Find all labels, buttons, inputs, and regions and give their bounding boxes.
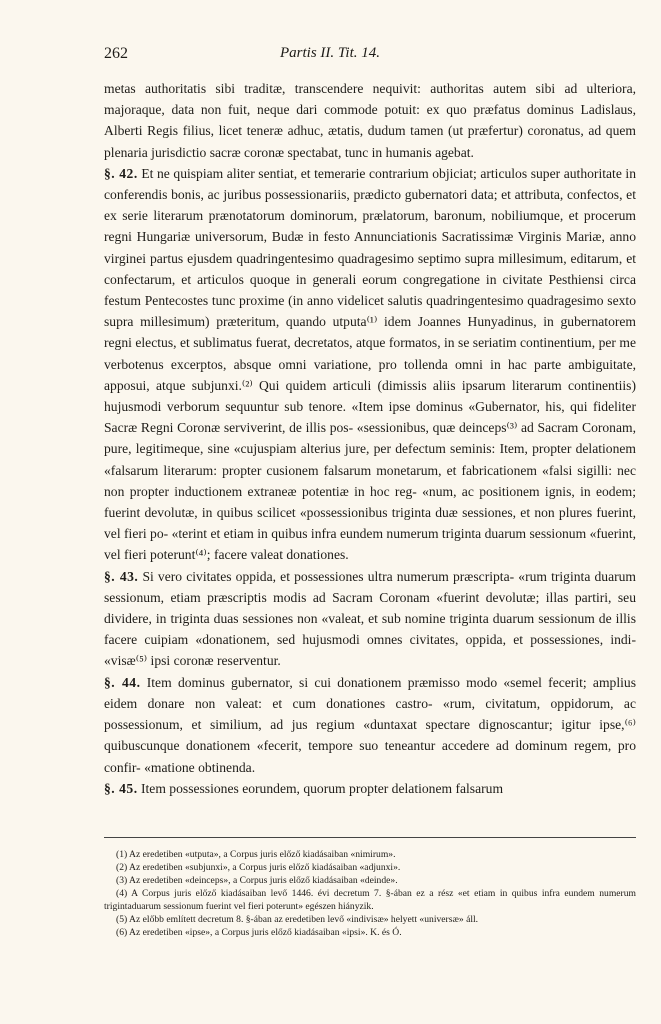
section-paragraph: [104, 163, 636, 566]
footnote: (1) Az eredetiben «utputa», a Corpus juris előző kiadásaiban «nimirum».: [116, 849, 396, 860]
main-text: [104, 78, 636, 799]
running-title: Partis II. Tit. 14.: [279, 45, 380, 61]
footnotes: [104, 848, 636, 939]
section-number: §. 42.: [104, 165, 138, 181]
section-paragraph: [104, 672, 636, 778]
footnote: (3) Az eredetiben «deinceps», a Corpus juris előző kiadásaiban «deinde».: [116, 875, 398, 886]
section-number: §. 43.: [104, 568, 139, 584]
page-header: [104, 45, 556, 65]
section-text: Et ne quispiam aliter sentiat, et temerarie contrarium objiciat; articulos super authoritate in conferendis bonis, ac juribus possessionariis, prædicto gubernatori data; et attributa, confectos, et ex serie literarum prænotatorum dominorum, prælatorum, baronum, nobiliumque, et procerum regni Hungariæ universorum, Budæ in festo Annunciationis Sacratissimæ Virginis Mariæ, anno virginei partus ejusdem quadringentesimo quadragesimo septimo supra millesimum, editarum, et confectarum, et articulos quoque in generali eorum congregatione in civitate Pesthiensi circa festum Pentecostes tunc proxime (in anno videlicet salutis quadringentesimo quadragesimo sexto supra millesimum) præteritum, quando utputa⁽¹⁾ idem Joannes Hunyadinus, in gubernatorem regni electus, et sublimatus fuerat, decretatos, atque formatos, in se seriatim continentium, per me verbotenus excerptos, absque omni variatione, pro tollenda omni in hac parte ambiguitate, apposui, atque subjunxi.⁽²⁾ Qui quidem articuli (dimissis aliis ipsarum literarum continentiis) hujusmodi verborum sequuntur sub tenore. «Item ipse dominus «Gubernator, his, qui fideliter Sacræ Regni Coronæ serviverint, de illis pos- «sessionibus, quæ deinceps⁽³⁾ ad Sacram Coronam, pure, legitimeque, sine «cujuspiam alterius jure, per defectum seminis: Item, propter delationem «falsarum literarum: propter cusionem falsarum monetarum, et fabricationem «falsi sigilli: nec non propter inductionem extraneæ potentiæ in hoc reg- «num, ac positionem ignis, in eodem; fuerint devolutæ, in quibus scilicet «possessionibus triginta duæ sessiones, et non plures fuerint, vel fieri po- «terint et etiam in quibus infra eundem numerum triginta duarum sessionum «fuerint, vel fieri poterunt⁽⁴⁾; facere valeat donationes.: [104, 165, 636, 563]
section-text: Item dominus gubernator, si cui donationem præmisso modo «semel fecerit; amplius eidem donare non valeat: et cum donationes castro- «rum, civitatum, oppidorum, ac possessionum, et similium, ad jus regium «duntaxat spectare dignoscantur; igitur ipse,⁽⁶⁾ quibuscunque donationem «fecerit, tempore suo teneantur accedere ad dominum regem, pro confir- «matione obtinenda.: [104, 674, 636, 775]
page-number: 262: [104, 45, 128, 62]
section-paragraph: [104, 566, 636, 672]
section-paragraph: [104, 778, 636, 799]
footnote: (4) A Corpus juris előző kiadásaiban levő 1446. évi decretum 7. §-ában ez a rész «et etiam in quibus infra eundem numerum trigintaduarum sessionum fuerint vel fieri poterunt» egészen hiányzik.: [104, 888, 636, 912]
paragraph: [104, 78, 636, 163]
footnote: (2) Az eredetiben «subjunxi», a Corpus juris előző kiadásaiban «adjunxi».: [116, 862, 401, 873]
section-text: Item possessiones eorundem, quorum propter delationem falsarum: [141, 780, 504, 796]
section-text: Si vero civitates oppida, et possessiones ultra numerum præscripta- «rum triginta duarum sessionum, etiam præscriptis modis ad Sacram Coronam «fuerint devolutæ; illas partiri, seu dividere, in triginta duas sessiones non «valeat, et sub nomine triginta duarum sessionum de illis facere cuipiam «donationem, sed hujusmodi omnes civitates, oppida, et possessiones, indi- «visæ⁽⁵⁾ ipsi coronæ reserventur.: [104, 568, 637, 669]
footnote: (6) Az eredetiben «ipse», a Corpus juris előző kiadásaiban «ipsi». K. és Ó.: [116, 927, 402, 938]
footnote-divider: [104, 837, 636, 838]
paragraph-text: metas authoritatis sibi traditæ, transcendere nequivit: authoritas autem sibi ad ulteriora, majoraque, data non fuit, neque dari commode potuit: ex quo præfatus dominus Ladislaus, Alberti Regis filius, licet teneræ adhuc, ætatis, dudum tamen (ut præfertur) coronatus, ad quem plenaria jurisdictio sacræ coronæ spectabat, tunc in humanis agebat.: [104, 81, 636, 160]
section-number: §. 45.: [104, 780, 138, 796]
footnote: (5) Az előbb említett decretum 8. §-ában az eredetiben levő «indivisæ» helyett «universæ» áll.: [116, 914, 479, 925]
section-number: §. 44.: [104, 674, 141, 690]
